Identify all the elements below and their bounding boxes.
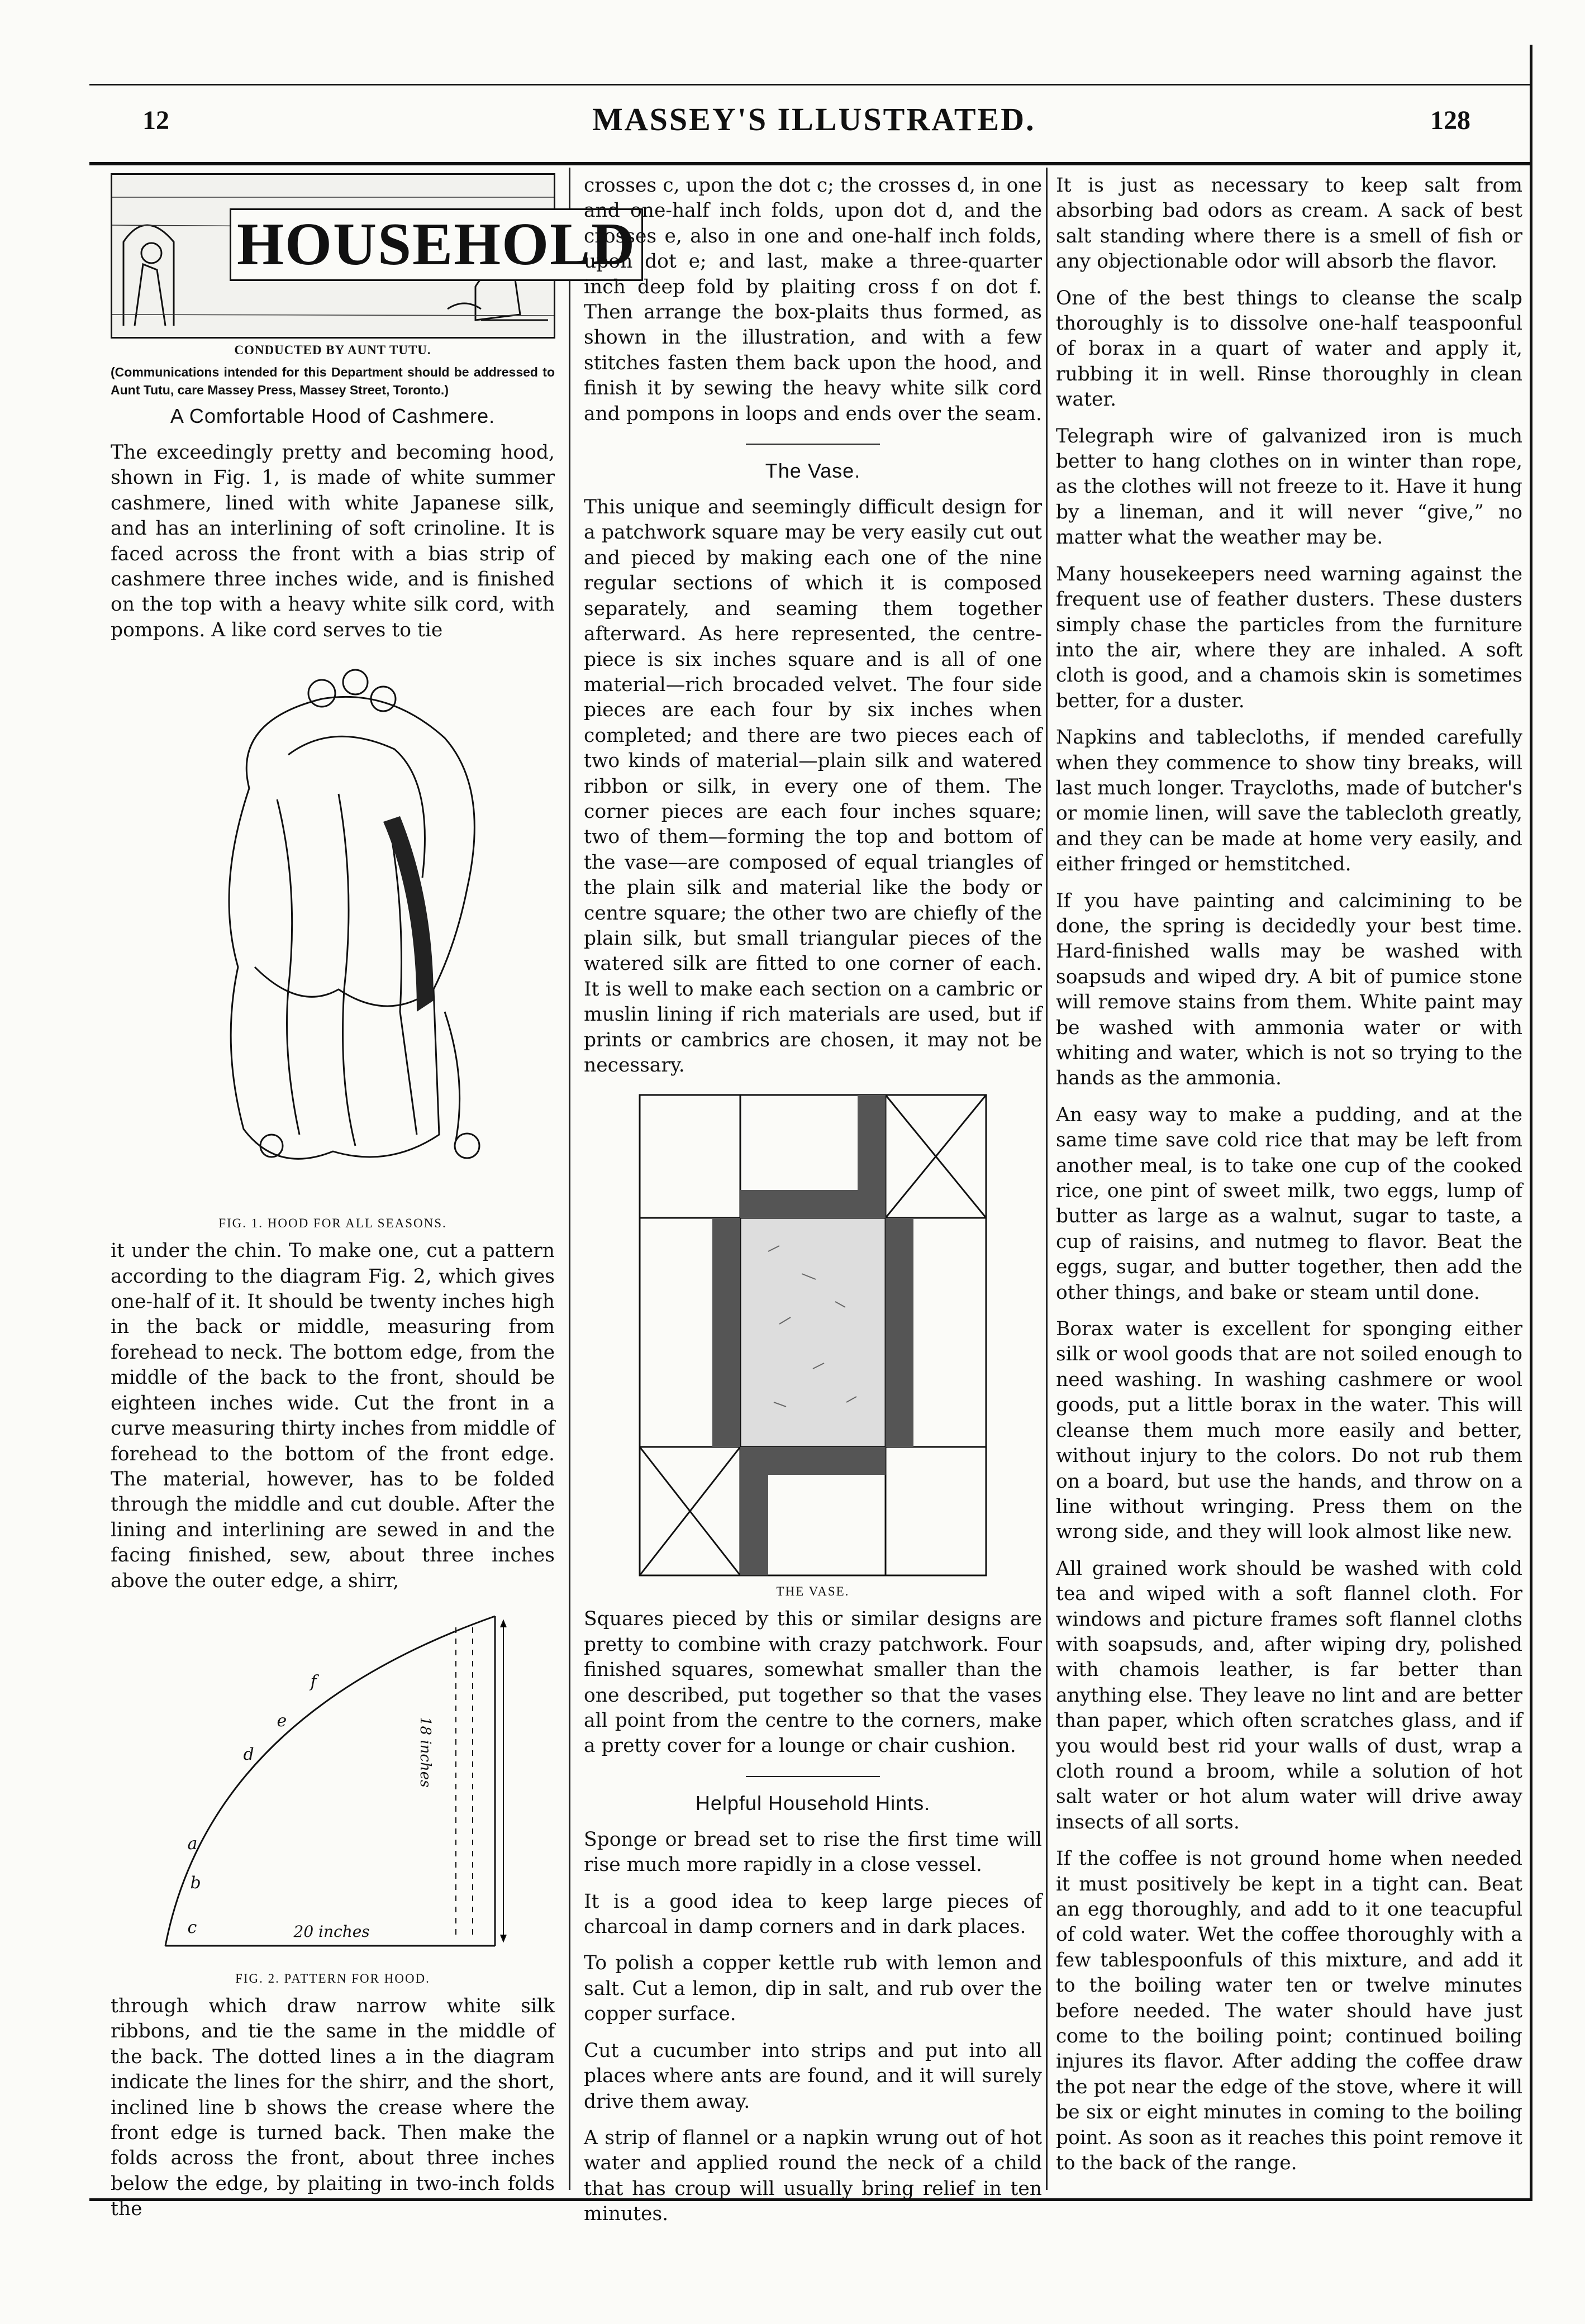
column-separator-1: [569, 168, 570, 2190]
hint-salt: It is just as necessary to keep salt from absorbing bad odors as cream. A sack of best salt standing where there is a smell of fish or any objectionable odor will absorb the flavor.: [1056, 174, 1522, 273]
vase-patchwork-diagram: [634, 1089, 992, 1581]
heading-hints: Helpful Household Hints.: [695, 1791, 931, 1815]
vase-caption: THE VASE.: [776, 1584, 850, 1599]
page-number-left: 12: [142, 106, 169, 135]
pattern-drawing: [143, 1605, 523, 1968]
hint-flannel: A strip of flannel or a napkin wrung out of hot water and applied round the neck of a child that has croup will usually bring relief in ten minutes.: [584, 2126, 1042, 2226]
mark-b: b: [190, 1873, 201, 1893]
hint-sponge: Sponge or bread set to rise the first time will rise much more rapidly in a close vessel.: [584, 1828, 1042, 1877]
hint-painting: If you have painting and calcimining to be done, the spring is decidedly your best time. Hard-finished walls may be washed with soapsuds and wiped dry. A bit of pumice stone will remove stains from them. White paint may be washed with ammonia water or with whiting and water, which is not so trying to the hands as the ammonia.: [1056, 889, 1522, 1090]
hint-telegraph-wire: Telegraph wire of galvanized iron is much better to hang clothes on in winter than rope, as the clothes will not freeze to it. Have it hung by a lineman, and it will never “give,” no matter what the weather may be.: [1056, 425, 1522, 549]
hint-scalp: One of the best things to cleanse the scalp thoroughly is to dissolve one-half teaspoonful of borax in a quart of water and apply it, rubbing it in well. Rinse thoroughly in clean water.: [1056, 287, 1522, 411]
pattern-diagram: [143, 1605, 523, 1968]
header-rule: [89, 162, 1531, 165]
household-banner: [111, 173, 636, 339]
column-2: [584, 173, 1042, 2239]
hint-copper: To polish a copper kettle rub with lemon and salt. Cut a lemon, dip in salt, and rub over the copper surface.: [584, 1952, 1042, 2026]
mark-e: e: [277, 1711, 287, 1731]
paragraph-vase-1: This unique and seemingly difficult design for a patchwork square may be very easily cut out and pieced by making each one of the nine regular sections of which it is composed separately, and seaming them together afterward. As here represented, the centre-piece is six inches square and is all of one material—rich brocaded velvet. The four side pieces are each four by six inches when completed; and there are two pieces each of two kinds of material—plain silk and watered ribbon or silk, in every one of them. The corner pieces are each four inches square; two of them—forming the top and bottom of the vase—are composed of equal triangles of the plain silk and material like the body or centre square; the other two are chiefly of the plain silk, but small triangular pieces of the watered silk are fitted to one corner of each. It is well to make each section on a cambric or muslin lining if rich materials are used, but if prints or cambrics are chosen, it may not be necessary.: [584, 496, 1042, 1077]
figure-1-caption: FIG. 1. HOOD FOR ALL SEASONS.: [218, 1216, 447, 1231]
hint-napkins: Napkins and tablecloths, if mended carefully when they commence to show tiny breaks, will last much longer. Traycloths, made of butcher's or momie linen, will save the tablecloth greatly, and they can be made at home very easily, and either fringed or hemstitched.: [1056, 726, 1522, 876]
masthead-title: MASSEY'S ILLUSTRATED.: [592, 101, 1036, 137]
heading-vase: The Vase.: [765, 459, 861, 483]
heading-hood: A Comfortable Hood of Cashmere.: [170, 404, 496, 427]
hint-pudding: An easy way to make a pudding, and at the same time save cold rice that may be left from another meal, is to take one cup of the cooked rice, one pint of sweet milk, two eggs, lump of butter as large as a walnut, sugar to taste, a cup of raisins, and nutmeg to flavor. Beat the eggs, sugar, and butter together, then add the other things, and bake or steam until done.: [1056, 1103, 1522, 1304]
right-border: [1530, 45, 1532, 2201]
column-1: [111, 173, 636, 2233]
mark-f: f: [310, 1671, 317, 1692]
paragraph-vase-2: Squares pieced by this or similar designs are pretty to combine with crazy patchwork. Four finished squares, somewhat smaller than the one described, put together so that the vases all point from the centre to the corners, make a pretty cover for a lounge or chair cushion.: [584, 1608, 1042, 1758]
top-rule: [89, 84, 1531, 85]
hood-illustration: [154, 654, 512, 1213]
width-label: 20 inches: [293, 1922, 370, 1941]
paragraph-hood-1: The exceedingly pretty and becoming hood, shown in Fig. 1, is made of white summer cashmere, lined with white Japanese silk, and has an interlining of soft crinoline. It is faced across the front with a bias strip of cashmere three inches wide, and is finished on the top with a heavy white silk cord, with pompons. A like cord serves to tie: [111, 441, 555, 641]
department-note: (Communications intended for this Department should be addressed to Aunt Tutu, care Massey Press, Massey Street, Toronto.): [111, 365, 555, 397]
page-number-right: 128: [1430, 106, 1470, 135]
hint-dusters: Many housekeepers need warning against the frequent use of feather dusters. These dusters simply chase the particles from the furniture into the air, where they are inhaled. A soft cloth is good, and a chamois skin is sometimes better, for a duster.: [1056, 563, 1522, 712]
paragraph-hood-2: it under the chin. To make one, cut a pattern according to the diagram Fig. 2, which gives one-half of it. It should be twenty inches high in the back or middle, measuring from forehead to neck. The bottom edge, from the middle of the back to the front, should be eighteen inches wide. Cut the front in a curve measuring thirty inches from middle of forehead to the bottom of the front edge. The material, however, has to be folded through the middle and cut double. After the lining and interlining are sewed in and the facing finished, sew, about three inches above the outer edge, a shirr,: [111, 1240, 555, 1592]
hint-cucumber: Cut a cucumber into strips and put into all places where ants are found, and it will surely drive them away.: [584, 2039, 1042, 2113]
mark-a: a: [187, 1834, 198, 1854]
conducted-by: CONDUCTED BY AUNT TUTU.: [234, 343, 431, 357]
banner-title: HOUSEHOLD: [230, 208, 643, 281]
column-separator-2: [1046, 168, 1048, 2190]
hint-borax: Borax water is excellent for sponging either silk or wool goods that are not soiled enough to need washing. In washing cashmere or wool goods, put a little borax in the water. This will cleanse them much more easily and better, without injury to the colors. Do not rub them on a board, but use the hands, and throw on a line without wringing. Press them on the wrong side, and they will look almost like new.: [1056, 1318, 1522, 1544]
column-3: [1056, 173, 1522, 2187]
hint-coffee: If the coffee is not ground home when needed it must positively be kept in a tight can. Beat an egg thoroughly, and add to it one teacupful of cold water. Wet the coffee thoroughly with a few tablespoonfuls of this mixture, and add it to the boiling water ten or twelve minutes before needed. The water should have just come to the boiling point; continued boiling injures its flavor. After adding the coffee draw the pot near the edge of the stove, where it will be six or eight minutes in coming to the boiling point. As soon as it reaches this point remove it to the back of the range.: [1056, 1847, 1522, 2175]
hint-charcoal: It is a good idea to keep large pieces of charcoal in damp corners and in dark places.: [584, 1890, 1042, 1939]
mark-d: d: [243, 1744, 254, 1764]
paragraph-hood-3: through which draw narrow white silk ribbons, and tie the same in the middle of the back. The dotted lines a in the diagram indicate the lines for the shirr, and the short, inclined line b shows the crease where the front edge is turned back. Then make the folds across the front, about three inches below the edge, by plaiting in two-inch folds the: [111, 1994, 555, 2221]
paragraph-plaits: crosses c, upon the dot c; the crosses d, in one and one-half inch folds, upon dot d, and the crosses e, also in one and one-half inch folds, upon dot e; and last, make a three-quarter inch deep fold by plaiting cross f on dot f. Then arrange the box-plaits thus formed, as shown in the illustration, and with a few stitches fasten them back upon the hood, and finish it by sewing the heavy white silk cord and pompons in loops and ends over the seam.: [584, 174, 1042, 425]
section-divider: [746, 444, 880, 445]
mark-c: c: [187, 1917, 197, 1937]
height-label: 18 inches: [416, 1716, 434, 1788]
hint-grained-work: All grained work should be washed with cold tea and wiped with a soft flannel cloth. For windows and picture frames soft flannel cloths with soapsuds, and, after wiping dry, polished with chamois leather, is far better than anything else. They leave no lint and are better than paper, which often scratches glass, and if you would best rid your walls of dust, wrap a cloth round a broom, while a solution of hot salt water or hot alum water will drive away insects of all sorts.: [1056, 1557, 1522, 1834]
figure-2-caption: FIG. 2. PATTERN FOR HOOD.: [235, 1971, 430, 1985]
section-divider: [746, 1776, 880, 1777]
